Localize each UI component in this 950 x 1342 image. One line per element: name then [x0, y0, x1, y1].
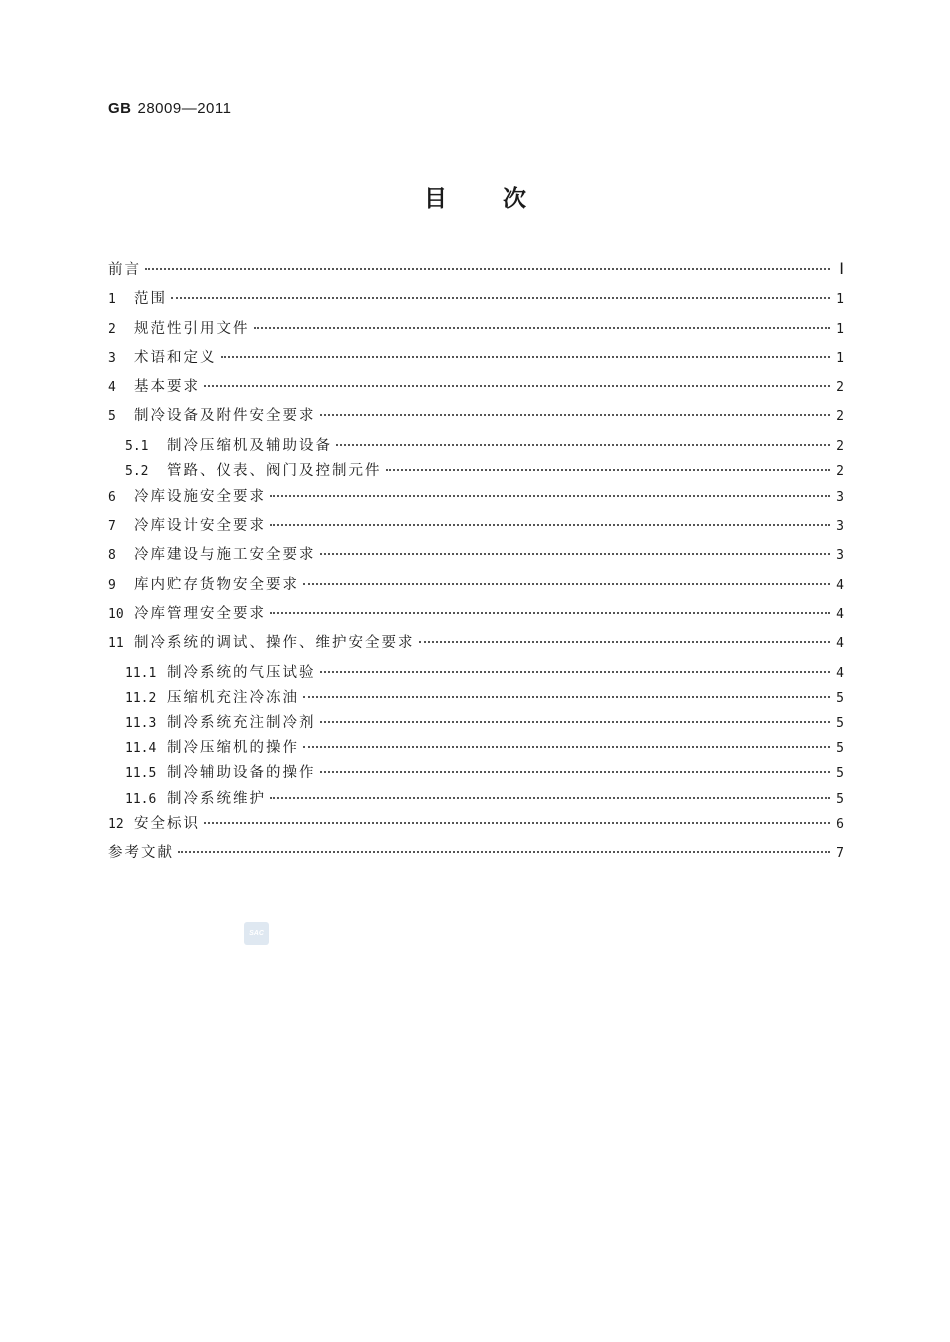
toc-entry-number: 11: [108, 636, 124, 652]
toc-entry-page: 7: [836, 845, 844, 861]
toc-entry-page: 5: [836, 715, 844, 731]
toc-entry-label: 制冷系统维护: [167, 790, 266, 807]
toc-entry-label: 制冷系统的调试、操作、维护安全要求: [134, 635, 415, 652]
toc-entry-label: 制冷辅助设备的操作: [167, 765, 316, 782]
toc-entry-label: 冷库建设与施工安全要求: [134, 547, 316, 564]
toc-entry[interactable]: [108, 812, 844, 841]
toc-entry[interactable]: [108, 375, 844, 404]
toc-entry-page: 3: [836, 489, 844, 505]
dot-leader: [303, 745, 830, 748]
toc-entry[interactable]: [108, 485, 844, 514]
toc-entry[interactable]: [108, 258, 844, 287]
toc-entry-number: 2: [108, 321, 116, 337]
toc-entry[interactable]: [108, 287, 844, 316]
toc-entry-number: 5.1: [125, 438, 149, 454]
toc-entry-number: 4: [108, 380, 116, 396]
toc-entry[interactable]: [108, 686, 844, 711]
toc-entry[interactable]: [108, 317, 844, 346]
dot-leader: [145, 267, 830, 270]
toc-entry-page: 5: [836, 791, 844, 807]
dot-leader: [303, 695, 830, 698]
toc-entry-label: 术语和定义: [134, 349, 217, 366]
table-of-contents: [108, 258, 844, 870]
toc-entry-label: 规范性引用文件: [134, 320, 250, 337]
toc-entry-page: 4: [836, 665, 844, 681]
dot-leader: [270, 611, 830, 614]
toc-entry[interactable]: [108, 736, 844, 761]
toc-entry-label: 制冷压缩机的操作: [167, 740, 299, 757]
dot-leader: [303, 582, 830, 585]
toc-entry-label: 冷库设计安全要求: [134, 518, 266, 535]
toc-entry-page: 2: [836, 380, 844, 396]
toc-entry[interactable]: [108, 514, 844, 543]
dot-leader: [270, 494, 830, 497]
toc-entry-number: 7: [108, 519, 116, 535]
toc-entry-page: 2: [836, 409, 844, 425]
toc-entry-label: 制冷压缩机及辅助设备: [167, 437, 332, 454]
dot-leader: [320, 552, 831, 555]
dot-leader: [221, 355, 831, 358]
toc-entry-page: 2: [836, 438, 844, 454]
document-header: [108, 100, 231, 117]
toc-entry-page: 4: [836, 577, 844, 593]
toc-entry-number: 5: [108, 409, 116, 425]
dot-leader: [270, 796, 830, 799]
toc-entry-number: 8: [108, 548, 116, 564]
dot-leader: [254, 326, 831, 329]
toc-entry-label: 制冷设备及附件安全要求: [134, 408, 316, 425]
toc-entry-label: 冷库管理安全要求: [134, 605, 266, 622]
toc-entry-page: 1: [836, 321, 844, 337]
toc-entry-page: 3: [836, 519, 844, 535]
toc-entry-page: 1: [836, 292, 844, 308]
title-char-1: 目: [424, 186, 447, 212]
toc-entry-page: 2: [836, 464, 844, 480]
toc-entry-label: 冷库设施安全要求: [134, 488, 266, 505]
toc-entry[interactable]: [108, 404, 844, 433]
toc-entry-label: 基本要求: [134, 379, 200, 396]
dot-leader: [336, 443, 830, 446]
dot-leader: [204, 821, 830, 824]
page-title: [0, 180, 950, 213]
toc-entry[interactable]: [108, 602, 844, 631]
toc-entry-number: 11.4: [125, 741, 157, 757]
toc-entry-number: 1: [108, 292, 116, 308]
toc-entry-label: 安全标识: [134, 815, 200, 832]
toc-entry-page: 6: [836, 816, 844, 832]
toc-entry-page: 3: [836, 548, 844, 564]
dot-leader: [386, 468, 831, 471]
toc-entry-label: 压缩机充注冷冻油: [167, 689, 299, 706]
toc-entry-number: 11.3: [125, 715, 157, 731]
toc-entry-label: 制冷系统的气压试验: [167, 664, 316, 681]
toc-entry-label: 管路、仪表、阀门及控制元件: [167, 463, 382, 480]
dot-leader: [320, 670, 831, 673]
title-char-2: 次: [503, 186, 526, 212]
toc-entry-page: 5: [836, 766, 844, 782]
toc-entry-number: 3: [108, 350, 116, 366]
toc-entry-page: 4: [836, 606, 844, 622]
dot-leader: [320, 770, 831, 773]
toc-entry[interactable]: [108, 346, 844, 375]
toc-entry-label: 参考文献: [108, 844, 174, 861]
toc-entry-number: 5.2: [125, 464, 149, 480]
toc-entry-number: 9: [108, 577, 116, 593]
toc-entry-page: 4: [836, 636, 844, 652]
toc-entry-label: 库内贮存货物安全要求: [134, 576, 299, 593]
toc-entry-number: 10: [108, 606, 124, 622]
toc-entry-page: 5: [836, 690, 844, 706]
dot-leader: [178, 850, 830, 853]
toc-entry-label: 前言: [108, 262, 141, 278]
toc-entry[interactable]: [108, 787, 844, 812]
toc-entry[interactable]: [108, 543, 844, 572]
toc-entry[interactable]: [108, 434, 844, 460]
toc-entry[interactable]: [108, 841, 844, 870]
toc-entry-number: 11.1: [125, 665, 157, 681]
dot-leader: [320, 720, 831, 723]
toc-entry-page: 1: [836, 350, 844, 366]
toc-entry[interactable]: [108, 711, 844, 736]
toc-entry-number: 11.6: [125, 791, 157, 807]
dot-leader: [270, 523, 830, 526]
sac-watermark-logo: SAC: [244, 922, 269, 945]
dot-leader: [171, 296, 830, 299]
toc-entry-label: 范围: [134, 291, 167, 308]
toc-entry[interactable]: [108, 661, 844, 686]
toc-entry[interactable]: [108, 761, 844, 786]
standard-number: 28009—2011: [137, 100, 232, 117]
standard-prefix: GB: [108, 100, 132, 117]
toc-entry-number: 11.5: [125, 766, 157, 782]
toc-entry-number: 6: [108, 489, 116, 505]
toc-entry-number: 11.2: [125, 690, 157, 706]
toc-entry-label: 制冷系统充注制冷剂: [167, 714, 316, 731]
dot-leader: [419, 640, 831, 643]
toc-entry[interactable]: [108, 459, 844, 485]
toc-entry-page: Ⅰ: [839, 261, 844, 278]
toc-entry-page: 5: [836, 741, 844, 757]
toc-entry[interactable]: [108, 573, 844, 602]
toc-entry-number: 12: [108, 816, 124, 832]
dot-leader: [204, 384, 830, 387]
toc-entry[interactable]: [108, 631, 844, 660]
dot-leader: [320, 413, 831, 416]
